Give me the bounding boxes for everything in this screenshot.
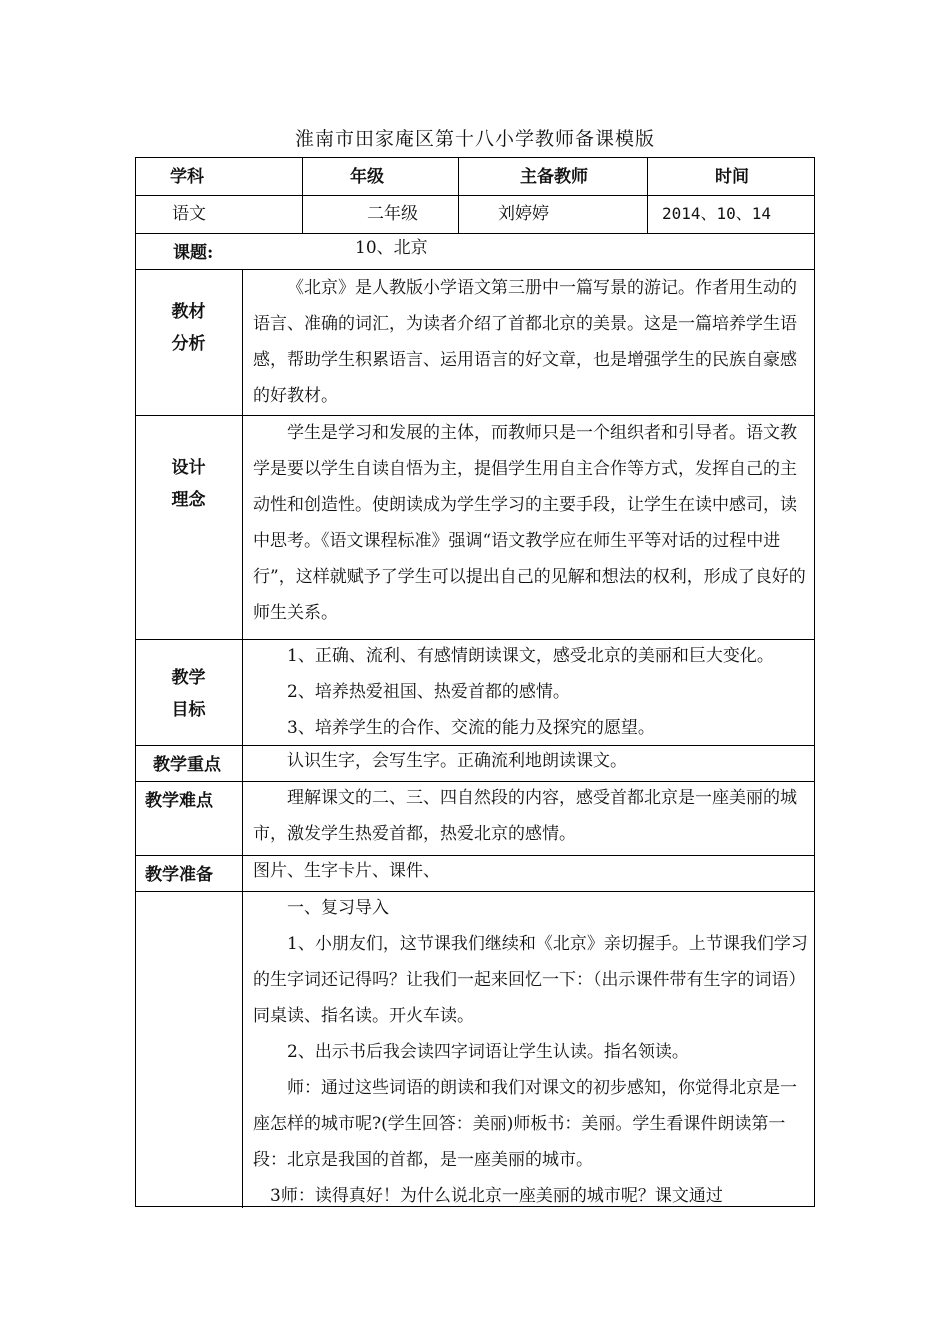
header-row: [135, 157, 815, 195]
goal-item: 3、培养学生的合作、交流的能力及探究的愿望。: [287, 718, 655, 738]
goals-label: 教学 目标: [171, 668, 206, 720]
grade-value: 二年级: [367, 204, 418, 224]
process-paragraph: 2、出示书后我会读四字词语让学生认读。指名领读。: [287, 1042, 689, 1062]
goals-row: [135, 639, 815, 746]
goal-item: 2、培养热爱祖国、热爱首都的感情。: [287, 682, 570, 702]
analysis-row: [135, 269, 815, 416]
info-row: [135, 195, 815, 234]
time-header: 时间: [715, 167, 749, 187]
subject-value: 语文: [172, 204, 206, 224]
teacher-value: 刘婷婷: [498, 204, 549, 224]
process-paragraph: 师：通过这些词语的朗读和我们对课文的初步感知，你觉得北京是一座怎样的城市呢?(学生回答：美丽)师板书：美丽。学生看课件朗读第一段：北京是我国的首都，是一座美丽的城市。: [253, 1078, 797, 1170]
subject-header: 学科: [170, 167, 204, 187]
time-value: 2014、10、14: [662, 204, 772, 223]
analysis-text: 《北京》是人教版小学语文第三册中一篇写景的游记。作者用生动的语言、准确的词汇，为读者介绍了首都北京的美景。这是一篇培养学生语感，帮助学生积累语言、运用语言的好文章，也是增强学生的民族自豪感的好教材。: [253, 278, 797, 406]
goal-item: 1、正确、流利、有感情朗读课文，感受北京的美丽和巨大变化。: [287, 646, 774, 666]
analysis-label: 教材 分析: [171, 302, 206, 354]
key-points-label: 教学重点: [153, 755, 221, 775]
concept-row: [135, 415, 815, 640]
process-row: [135, 891, 815, 1208]
difficulties-label: 教学难点: [145, 791, 213, 811]
key-points-text: 认识生字，会写生字。正确流利地朗读课文。: [287, 751, 627, 771]
topic-row: [135, 233, 815, 270]
difficulties-text: 理解课文的二、三、四自然段的内容，感受首都北京是一座美丽的城市，激发学生热爱首都，热爱北京的感情。: [253, 788, 797, 844]
preparation-row: [135, 855, 815, 892]
topic-value: 10、北京: [355, 238, 428, 258]
teacher-header: 主备教师: [520, 167, 588, 187]
concept-label: 设计 理念: [171, 458, 206, 510]
key-points-row: [135, 745, 815, 782]
grade-header: 年级: [350, 167, 384, 187]
page-title: 淮南市田家庵区第十八小学教师备课模版: [294, 128, 655, 150]
preparation-label: 教学准备: [145, 865, 213, 885]
difficulties-row: [135, 781, 815, 856]
process-paragraph: 3师：读得真好！为什么说北京一座美丽的城市呢？课文通过: [270, 1186, 723, 1206]
preparation-text: 图片、生字卡片、课件、: [253, 861, 440, 881]
concept-text: 学生是学习和发展的主体，而教师只是一个组织者和引导者。语文教学是要以学生自读自悟为主，提倡学生用自主合作等方式，发挥自己的主动性和创造性。使朗读成为学生学习的主要手段，让学生在读中感司，读中思考。《语文课程标准》强调“语文教学应在师生平等对话的过程中进行”，这样就赋予了学生可以提出自己的见解和想法的权利，形成了良好的师生关系。: [253, 423, 806, 623]
process-paragraph: 一、复习导入: [287, 898, 389, 918]
process-paragraph: 1、小朋友们，这节课我们继续和《北京》亲切握手。上节课我们学习的生字词还记得吗？让我们一起来回忆一下：（出示课件带有生字的词语）同桌读、指名读。开火车读。: [253, 934, 808, 1026]
topic-label: 课题:: [173, 243, 214, 263]
